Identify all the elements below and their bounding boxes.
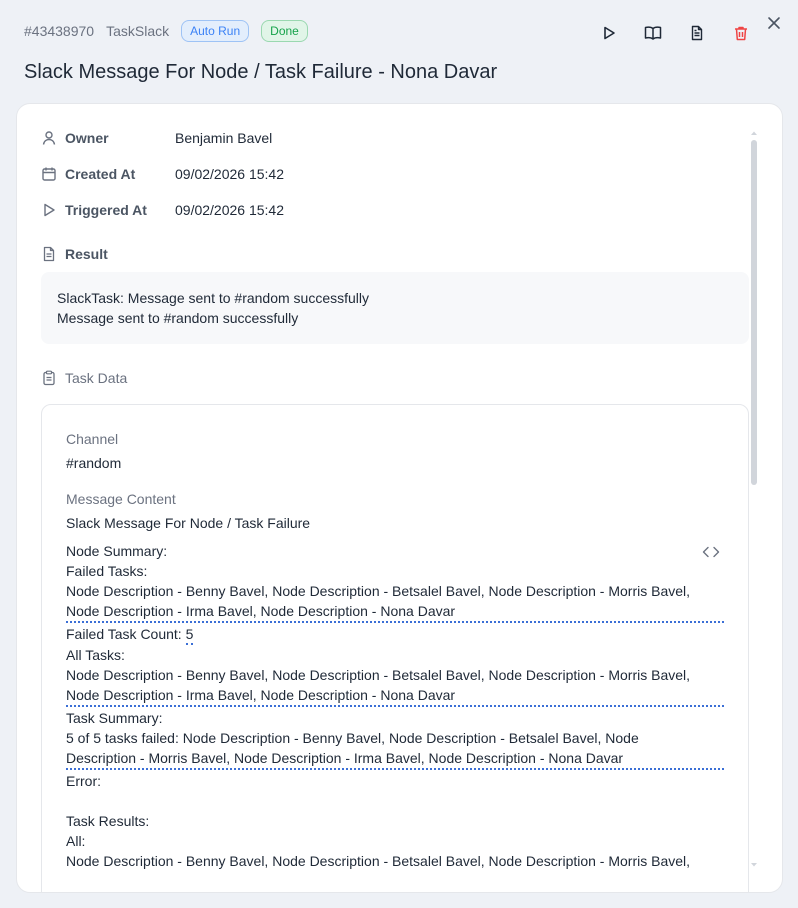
task-meta-row [24,20,798,42]
task-details-card [16,103,783,893]
result-box [41,272,749,344]
message-line: Node Description - Benny Bavel, Node Description - Betsalel Bavel, Node Description - Morris Bavel, [66,583,691,599]
status-badge: Done [261,20,308,42]
run-button[interactable] [597,21,621,45]
message-content-label: Message Content [66,491,176,507]
auto-run-badge: Auto Run [181,20,249,42]
result-header [41,244,175,264]
play-outline-icon [41,202,57,218]
message-line: Node Description - Irma Bavel, Node Description - Nona Davar [66,603,456,619]
failed-count-label: Failed Task Count: [66,626,186,642]
task-id: #43438970 [24,23,95,39]
owner-value: Benjamin Bavel [175,130,273,146]
message-line: Task Summary: [66,710,163,726]
created-at-value: 09/02/2026 15:42 [175,166,284,182]
message-line [66,791,724,811]
close-icon [767,16,781,30]
message-line: Error: [66,773,101,789]
created-at-row [41,164,284,184]
channel-label: Channel [66,431,119,447]
owner-row [41,128,272,148]
owner-label: Owner [65,130,109,146]
page-title: Slack Message For Node / Task Failure - Nona Davar [24,61,498,83]
triggered-at-label: Triggered At [65,202,147,218]
triggered-at-value: 09/02/2026 15:42 [175,202,284,218]
message-body [66,541,724,871]
task-data-panel [41,404,749,893]
message-line: Description - Morris Bavel, Node Description - Irma Bavel, Node Description - Nona Davar [66,750,624,766]
all-tasks-list [66,665,724,707]
scroll-thumb[interactable] [751,140,757,485]
message-line: Node Description - Irma Bavel, Node Description - Nona Davar [66,687,456,703]
scrollbar[interactable] [750,130,758,870]
channel-value: #random [66,455,122,471]
result-line: SlackTask: Message sent to #random successfully [57,290,370,306]
task-type: TaskSlack [106,23,170,39]
failed-count-line [66,624,724,644]
task-data-header [41,368,127,388]
file-icon [41,246,57,262]
message-line: Failed Tasks: [66,563,148,579]
message-line: Node Description - Benny Bavel, Node Description - Betsalel Bavel, Node Description - Morris Bavel, [66,853,691,869]
play-icon [601,25,617,41]
logs-button[interactable] [685,21,709,45]
failed-count-value: 5 [186,626,194,645]
docs-button[interactable] [641,21,665,45]
close-button[interactable] [767,16,785,34]
created-at-label: Created At [65,166,136,182]
delete-button[interactable] [729,21,753,45]
document-icon [689,25,705,41]
message-subject: Slack Message For Node / Task Failure [66,515,311,531]
task-header [24,20,798,46]
message-line: 5 of 5 tasks failed: Node Description - Benny Bavel, Node Description - Betsalel Bavel, Node [66,730,639,746]
task-data-label: Task Data [65,370,128,386]
failed-tasks-list [66,581,724,623]
scroll-down-arrow-icon[interactable] [750,862,758,868]
result-label: Result [65,246,108,262]
message-line: Node Description - Benny Bavel, Node Description - Betsalel Bavel, Node Description - Morris Bavel, [66,667,691,683]
message-line: All Tasks: [66,647,125,663]
message-line: Task Results: [66,813,150,829]
message-line: All: [66,833,86,849]
user-icon [41,130,57,146]
message-line: Node Summary: [66,543,168,559]
scroll-up-arrow-icon[interactable] [750,130,758,136]
triggered-at-row [41,200,284,220]
calendar-icon [41,166,57,182]
book-open-icon [644,25,662,41]
task-summary-text [66,728,724,770]
clipboard-icon [41,370,57,386]
result-line: Message sent to #random successfully [57,310,299,326]
trash-icon [733,25,749,41]
